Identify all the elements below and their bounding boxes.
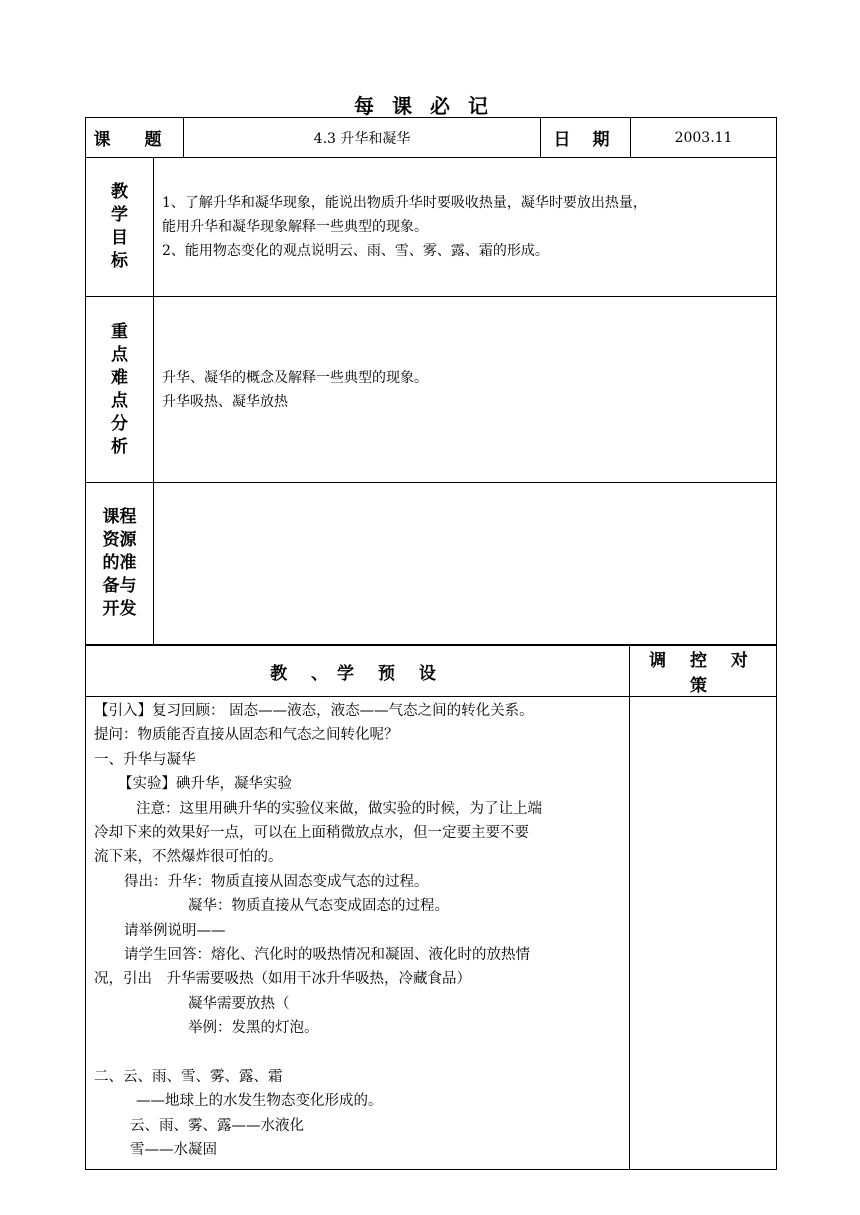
teaching-plan-table xyxy=(85,645,777,1170)
objective-line: 1、了解升华和凝华现象，能说出物质升华时要吸收热量，凝华时要放出热量， xyxy=(162,195,647,211)
plan-line: 冷却下来的效果好一点，可以在上面稍微放点水，但一定要主要不要 xyxy=(94,825,529,842)
objective-line: 能用升华和凝华现象解释一些典型的现象。 xyxy=(162,219,428,235)
plan-line: 二、云、雨、雪、雾、露、霜 xyxy=(94,1069,283,1086)
plan-line: 流下来，不然爆炸很可怕的。 xyxy=(94,849,283,866)
key-point-line: 升华吸热、凝华放热 xyxy=(162,393,288,410)
plan-line: 举例：发黑的灯泡。 xyxy=(188,1020,319,1037)
page-title: 每课必记 xyxy=(354,94,506,118)
resources-content xyxy=(154,483,777,645)
strategy-header: 调 控 对 策 xyxy=(630,646,777,697)
strategy-content xyxy=(630,697,777,1170)
plan-header: 教 、学 预 设 xyxy=(86,646,630,697)
topic-value: 4.3 升华和凝华 xyxy=(184,118,541,158)
plan-line: 雪——水凝固 xyxy=(130,1142,217,1159)
topic-label: 课 题 xyxy=(86,118,184,158)
plan-line: 云、雨、雾、露——水液化 xyxy=(130,1117,304,1134)
plan-line: 一、升华与凝华 xyxy=(94,751,196,768)
key-points-content xyxy=(154,297,777,483)
blank-line xyxy=(94,1041,623,1065)
plan-line: 况，引出 升华需要吸热（如用干冰升华吸热，冷藏食品） xyxy=(94,971,471,988)
plan-line: 【实验】碘升华，凝华实验 xyxy=(118,776,292,793)
plan-line: 凝华：物质直接从气态变成固态的过程。 xyxy=(188,898,449,915)
plan-line: 凝华需要放热（ xyxy=(188,995,290,1012)
plan-line: 请举例说明—— xyxy=(124,922,226,939)
plan-content xyxy=(86,697,630,1170)
plan-line: 注意：这里用碘升华的实验仪来做，做实验的时候，为了让上端 xyxy=(136,800,542,817)
objectives-content xyxy=(154,158,777,297)
key-point-line: 升华、凝华的概念及解释一些典型的现象。 xyxy=(162,369,428,386)
objectives-label: 教 学 目 标 xyxy=(86,158,154,297)
resources-label: 课程 资源 的准 备与 开发 xyxy=(86,483,154,645)
date-value: 2003.11 xyxy=(631,118,777,158)
plan-line: 得出：升华：物质直接从固态变成气态的过程。 xyxy=(124,873,429,890)
plan-line: 请学生回答：熔化、汽化时的吸热情况和凝固、液化时的放热情 xyxy=(124,947,530,964)
objective-line: 2、能用物态变化的观点说明云、雨、雪、雾、露、霜的形成。 xyxy=(162,243,549,259)
date-label: 日 期 xyxy=(541,118,631,158)
plan-line: 【引入】复习回顾： 固态——液态，液态——气态之间的转化关系。 xyxy=(94,703,534,719)
plan-line: 提问：物质能否直接从固态和气态之间转化呢？ xyxy=(94,727,399,744)
plan-line: ——地球上的水发生物态变化形成的。 xyxy=(136,1093,383,1110)
lesson-info-table xyxy=(85,117,777,645)
key-points-label: 重 点 难 点 分 析 xyxy=(86,297,154,483)
